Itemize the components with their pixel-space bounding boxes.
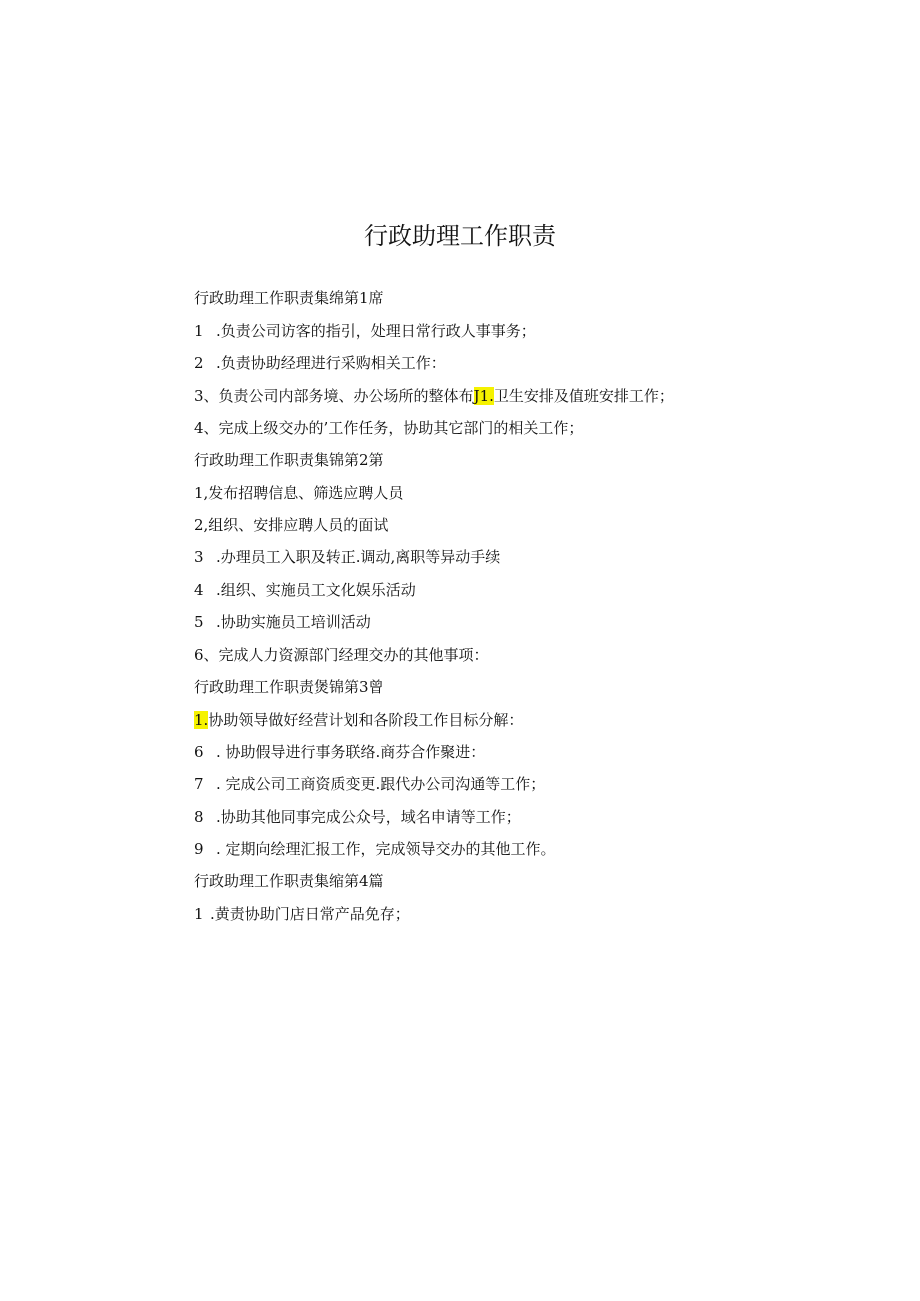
item-text: .负责协助经理进行采购相关工作： [216,354,446,372]
item-number: 1 [194,905,204,923]
item-text: 完成上级交办的’工作任务，协助其它部门的相关工作； [218,419,584,437]
list-item [194,710,523,730]
list-item [194,386,674,406]
list-item [194,612,371,632]
list-item [194,645,489,665]
highlighted-text: J1. [473,387,494,405]
document-title: 行政助理工作职责 [364,222,556,250]
item-number: 6、 [194,646,219,664]
item-number: 8 [194,808,204,826]
list-item [194,904,410,924]
item-text: .负责公司访客的指引，处理日常行政人事事务； [216,322,536,340]
item-text: .黄责协助门店日常产品免存； [210,905,410,923]
list-item [194,418,583,438]
list-item [194,742,485,762]
item-number: 1 [194,322,204,340]
list-item [194,547,500,567]
item-text: 协助领导做好经营计划和各阶段工作目标分解： [208,711,524,729]
item-text: .办理员工入职及转正.调动,离职等异动手续 [216,548,501,566]
item-text: . 协助假导进行事务联络.商芬合作聚进： [216,743,486,761]
list-item [194,483,403,503]
item-number: 9 [194,840,204,858]
section-heading: 行政助理工作职责集绵第1席 [194,289,384,307]
item-text: .协助其他同事完成公众号，域名申请等工作； [216,808,521,826]
section-heading: 行政助理工作职责集缩第4篇 [194,872,384,890]
item-text: 2,组织、安排应聘人员的面试 [194,516,389,534]
item-text: . 完成公司工商资质变更.跟代办公司沟通等工作； [216,775,546,793]
item-number: 2 [194,354,204,372]
list-item [194,321,536,341]
list-item [194,839,556,859]
item-text: 完成人力资源部门经理交办的其他事项： [218,646,489,664]
item-number: 4、 [194,419,219,437]
item-text: . 定期向绘理汇报工作，完成领导交办的其他工作。 [216,840,556,858]
list-item [194,807,521,827]
item-number: 4 [194,581,204,599]
item-number: 6 [194,743,204,761]
section-heading: 行政助理工作职责煲锦第3曾 [194,678,384,696]
section-heading: 行政助理工作职责集锦第2第 [194,451,384,469]
list-item [194,353,446,373]
item-text: 1,发布招聘信息、筛选应聘人员 [194,484,404,502]
list-item [194,774,545,794]
item-text: .协助实施员工培训活动 [216,613,371,631]
highlighted-text: 1. [194,711,209,729]
item-number: 3、 [194,387,219,405]
item-text: .组织、实施员工文化娱乐活动 [216,581,416,599]
item-text: 卫生安排及值班安排工作； [493,387,674,405]
item-number: 5 [194,613,204,631]
item-number: 7 [194,775,204,793]
item-text: 负责公司内部务境、办公场所的整体布 [218,387,474,405]
list-item [194,580,416,600]
item-number: 3 [194,548,204,566]
list-item [194,515,388,535]
